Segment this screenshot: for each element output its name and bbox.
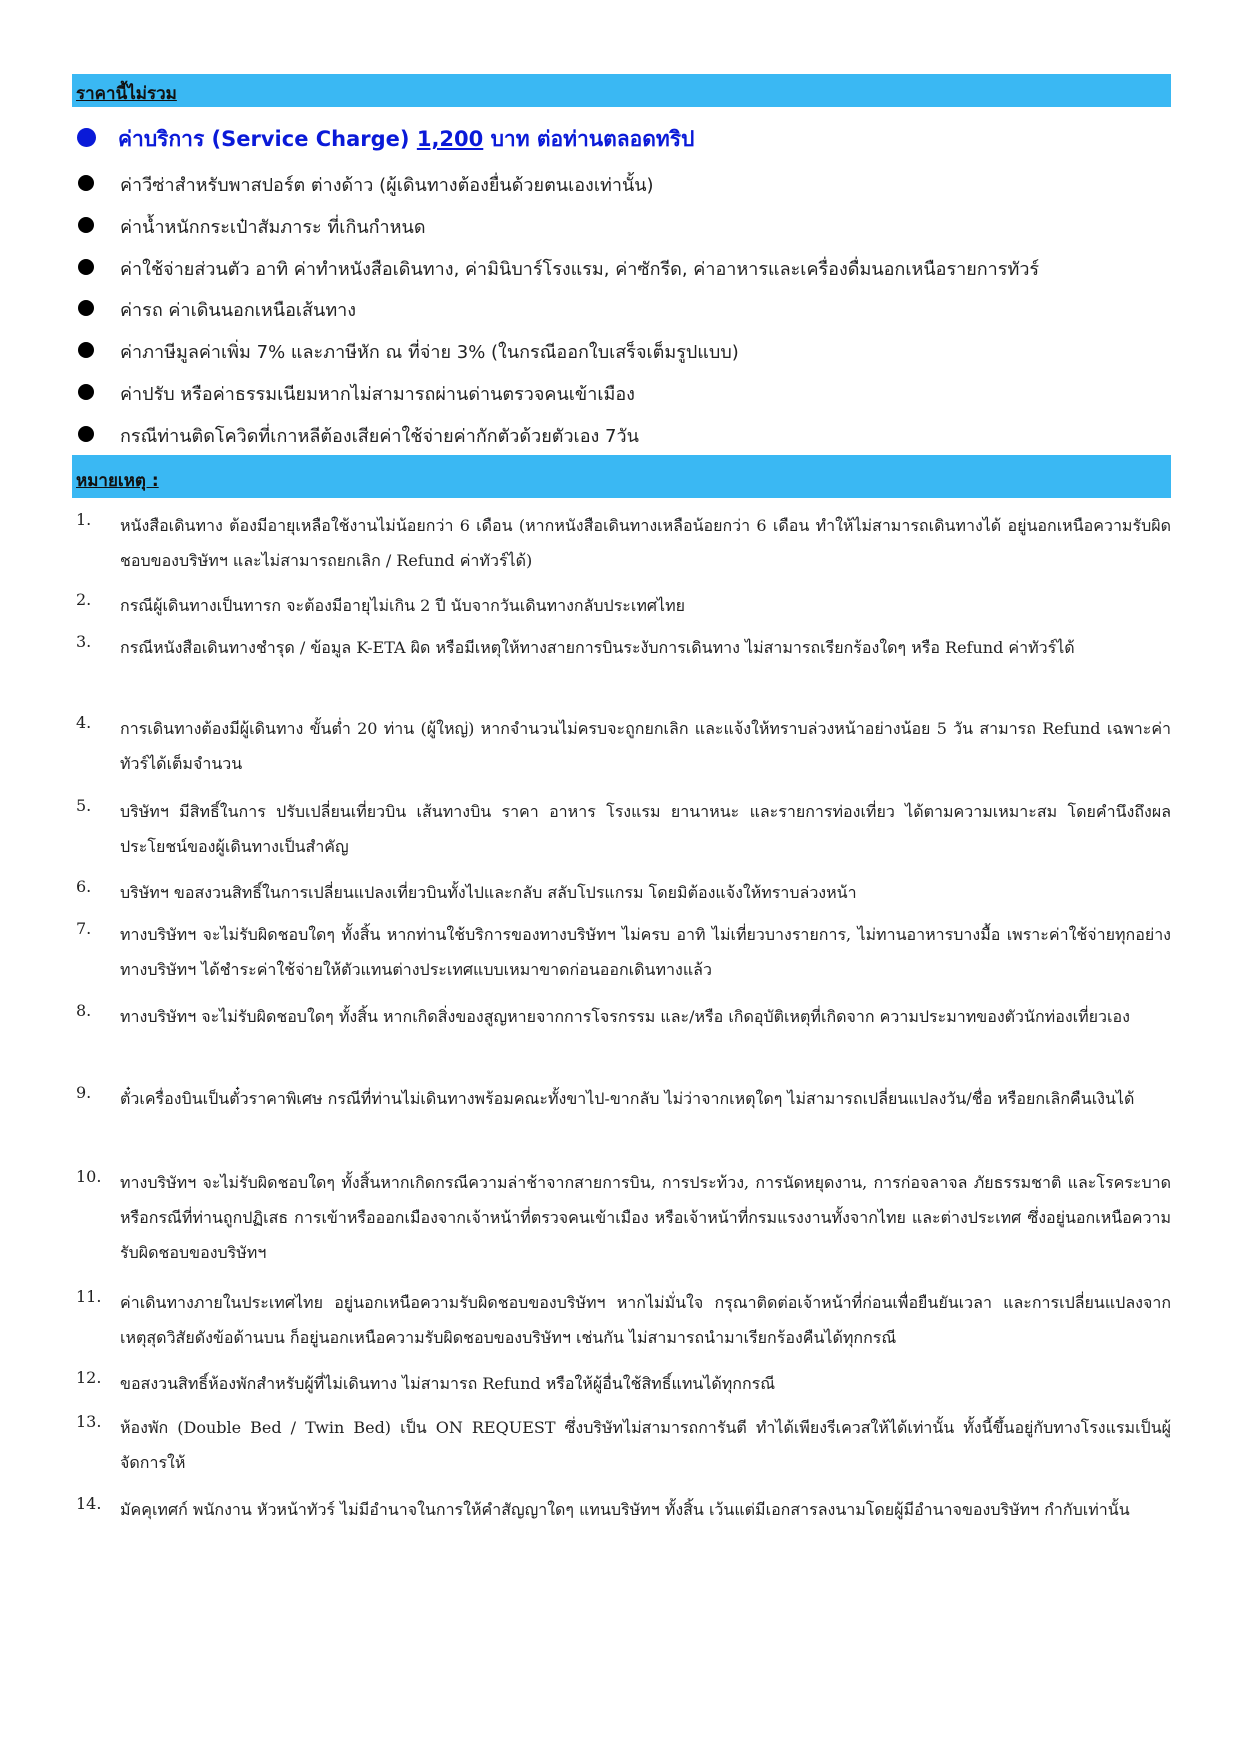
excluded-item-text: ค่าปรับ หรือค่าธรรมเนียมหากไม่สามารถผ่านด่านตรวจคนเข้าเมือง [120,384,635,405]
remark-text: บริษัทฯ ขอสงวนสิทธิ์ในการเปลี่ยนแปลงเที่ยวบินทั้งไปและกลับ สลับโปรแกรม โดยมิต้องแจ้งให้ทราบล่วงหน้า [120,883,857,902]
remark-text: ห้องพัก (Double Bed / Twin Bed) เป็น ON REQUEST ซึ่งบริษัทไม่สามารถการันตี ทำได้เพียงรีเควสให้ได้เท่านั้น ทั้งนี้ขึ้นอยู่กับทางโรงแรมเป็นผู้จัดการให้ [120,1418,1171,1472]
remark-text: ทางบริษัทฯ จะไม่รับผิดชอบใดๆ ทั้งสิ้น หากเกิดสิ่งของสูญหายจากการโจรกรรม และ/หรือ เกิดอุบัติเหตุที่เกิดจาก ความประมาทของตัวนักท่องเที่ยวเอง [120,1007,1130,1026]
remark-text: การเดินทางต้องมีผู้เดินทาง ขั้นต่ำ 20 ท่าน (ผู้ใหญ่) หากจำนวนไม่ครบจะถูกยกเลิก และแจ้งให้ทราบล่วงหน้าอย่างน้อย 5 วัน สามารถ Refund เฉพาะค่าทัวร์ได้เต็มจำนวน [120,719,1171,773]
remark-number: 12. [76,1368,102,1387]
remark-number: 14. [76,1494,102,1513]
excluded-item-text: กรณีท่านติดโควิดที่เกาหลีต้องเสียค่าใช้จ่ายค่ากักตัวด้วยตัวเอง 7วัน [120,426,639,447]
remark-number: 6. [76,877,92,896]
excluded-heading: ราคานี้ไม่รวม [76,84,177,104]
remark-number: 9. [76,1083,92,1102]
remark-text: หนังสือเดินทาง ต้องมีอายุเหลือใช้งานไม่น้อยกว่า 6 เดือน (หากหนังสือเดินทางเหลือน้อยกว่า 6 เดือน ทำให้ไม่สามารถเดินทางได้ อยู่นอกเหนือความรับผิดชอบของบริษัทฯ และไม่สามารถยกเลิก / Refund ค่าทัวร์ได้) [120,516,1171,570]
excluded-item-text: ค่าใช้จ่ายส่วนตัว อาทิ ค่าทำหนังสือเดินทาง, ค่ามินิบาร์โรงแรม, ค่าซักรีด, ค่าอาหารและเครื่องดื่มนอกเหนือรายการทัวร์ [120,259,1040,280]
remark-text: ขอสงวนสิทธิ์ห้องพักสำหรับผู้ที่ไม่เดินทาง ไม่สามารถ Refund หรือให้ผู้อื่นใช้สิทธิ์แทนได้ทุกกรณี [120,1374,776,1393]
bullet-icon [78,426,94,442]
remark-number: 13. [76,1412,102,1431]
service-charge-unit: บาท ต่อท่านตลอดทริป [483,127,695,151]
bullet-icon [78,175,94,191]
service-charge-amount: 1,200 [416,127,484,151]
remark-number: 8. [76,1001,92,1020]
remark-number: 5. [76,796,92,815]
remark-text: ทางบริษัทฯ จะไม่รับผิดชอบใดๆ ทั้งสิ้นหากเกิดกรณีความล่าช้าจากสายการบิน, การประท้วง, การนัดหยุดงาน, การก่อจลาจล ภัยธรรมชาติ และโรคระบาด หรือกรณีที่ท่านถูกปฏิเสธ การเข้าหรือออกเมืองจากเจ้าหน้าที่ตรวจคนเข้าเมือง หรือเจ้าหน้าที่กรมแรงงานทั้งจากไทย และต่างประเทศ ซึ่งอยู่นอกเหนือความรับผิดชอบของบริษัทฯ [120,1173,1171,1262]
excluded-header-bar [72,74,1171,107]
remarks-heading: หมายเหตุ : [76,471,159,491]
remark-text: ทางบริษัทฯ จะไม่รับผิดชอบใดๆ ทั้งสิ้น หากท่านใช้บริการของทางบริษัทฯ ไม่ครบ อาทิ ไม่เที่ยวบางรายการ, ไม่ทานอาหารบางมื้อ เพราะค่าใช้จ่ายทุกอย่าง ทางบริษัทฯ ได้ชำระค่าใช้จ่ายให้ตัวแทนต่างประเทศแบบเหมาขาดก่อนออกเดินทางแล้ว [120,925,1171,979]
bullet-icon [78,342,94,358]
service-charge-text [118,123,694,156]
remark-number: 2. [76,590,92,609]
bullet-icon [78,300,94,316]
service-charge-label: ค่าบริการ (Service Charge) [118,127,417,151]
excluded-item-text: ค่าภาษีมูลค่าเพิ่ม 7% และภาษีหัก ณ ที่จ่าย 3% (ในกรณีออกใบเสร็จเต็มรูปแบบ) [120,342,739,363]
excluded-item-text: ค่าน้ำหนักกระเป๋าสัมภาระ ที่เกินกำหนด [120,217,426,238]
remark-text: บริษัทฯ มีสิทธิ์ในการ ปรับเปลี่ยนเที่ยวบิน เส้นทางบิน ราคา อาหาร โรงแรม ยานาหนะ และรายการท่องเที่ยว ได้ตามความเหมาะสม โดยคำนึงถึงผลประโยชน์ของผู้เดินทางเป็นสำคัญ [120,802,1171,856]
remark-text: กรณีหนังสือเดินทางชำรุด / ข้อมูล K-ETA ผิด หรือมีเหตุให้ทางสายการบินระงับการเดินทาง ไม่สามารถเรียกร้องใดๆ หรือ Refund ค่าทัวร์ได้ [120,638,1075,657]
bullet-icon [78,217,94,233]
remark-number: 10. [76,1167,102,1186]
remark-number: 11. [76,1287,102,1306]
remarks-header-bar [72,455,1171,498]
bullet-icon [78,384,94,400]
bullet-icon [77,128,96,147]
remark-text: มัคคุเทศก์ พนักงาน หัวหน้าทัวร์ ไม่มีอำนาจในการให้คำสัญญาใดๆ แทนบริษัทฯ ทั้งสิ้น เว้นแต่มีเอกสารลงนามโดยผู้มีอำนาจของบริษัทฯ กำกับเท่านั้น [120,1500,1130,1519]
excluded-item-text: ค่ารถ ค่าเดินนอกเหนือเส้นทาง [120,300,357,321]
remark-text: ค่าเดินทางภายในประเทศไทย อยู่นอกเหนือความรับผิดชอบของบริษัทฯ หากไม่มั่นใจ กรุณาติดต่อเจ้าหน้าที่ก่อนเพื่อยืนยันเวลา และการเปลี่ยนแปลงจากเหตุสุดวิสัยดังข้อด้านบน ก็อยู่นอกเหนือความรับผิดชอบของบริษัทฯ เช่นกัน ไม่สามารถนำมาเรียกร้องคืนได้ทุกกรณี [120,1293,1171,1347]
remark-number: 4. [76,713,92,732]
remark-number: 3. [76,632,92,651]
remark-text: กรณีผู้เดินทางเป็นทารก จะต้องมีอายุไม่เกิน 2 ปี นับจากวันเดินทางกลับประเทศไทย [120,596,686,615]
remark-number: 7. [76,919,92,938]
remark-number: 1. [76,510,92,529]
remark-text: ตั๋วเครื่องบินเป็นตั๋วราคาพิเศษ กรณีที่ท่านไม่เดินทางพร้อมคณะทั้งขาไป-ขากลับ ไม่ว่าจากเหตุใดๆ ไม่สามารถเปลี่ยนแปลงวัน/ชื่อ หรือยกเลิกคืนเงินได้ [120,1089,1135,1108]
bullet-icon [78,259,94,275]
excluded-item-text: ค่าวีซ่าสำหรับพาสปอร์ต ต่างด้าว (ผู้เดินทางต้องยื่นด้วยตนเองเท่านั้น) [120,175,654,196]
